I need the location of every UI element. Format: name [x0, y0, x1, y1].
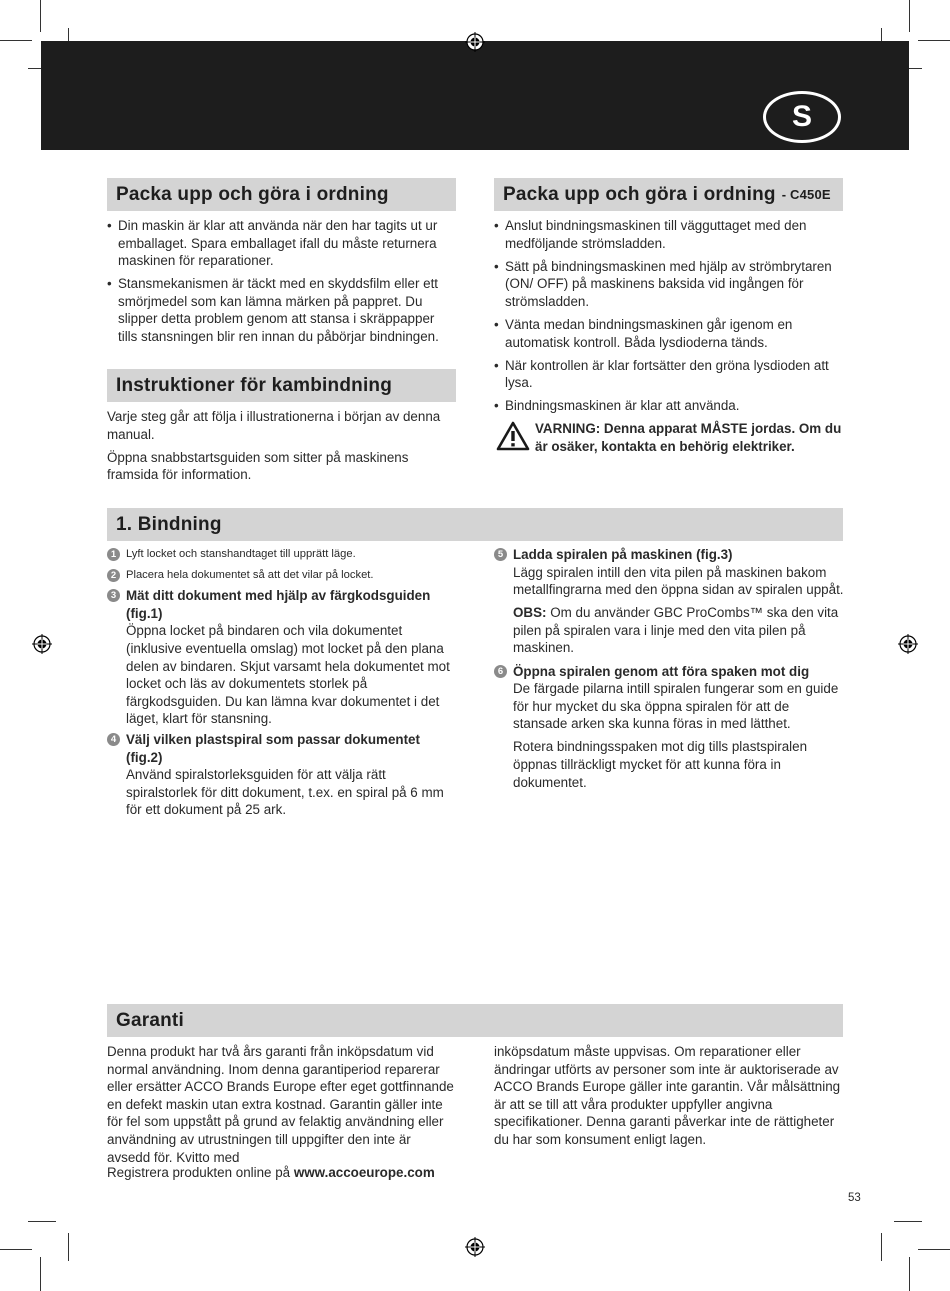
binding-steps-right — [494, 546, 844, 797]
unpack-content — [107, 217, 452, 351]
step-body: Öppna locket på bindaren och vila dokumentet (inklusive eventuella omslag) mot locket på den plana delen av bindaren. Skjut varsamt hela dokumentet mot locket och läs av dokumentets storlek på färgkodsguiden. Du kan lämna kvar dokumentet i det läget, klart för stansning. — [126, 623, 450, 727]
crop-mark — [881, 1233, 882, 1261]
list-item: • Bindningsmaskinen är klar att använda. — [494, 397, 842, 415]
step-3 — [107, 587, 457, 728]
crop-mark — [918, 40, 950, 41]
step-body: Använd spiralstorleksguiden för att välja rätt spiralstorlek för ditt dokument, t.ex. en spiral på 6 mm för ett dokument på 25 ark. — [126, 767, 444, 818]
paragraph: Varje steg går att följa i illustrationerna i början av denna manual. — [107, 409, 441, 442]
instructions-title: Instruktioner för kambindning — [116, 374, 393, 396]
registration-mark-icon — [465, 1237, 485, 1257]
crop-mark — [68, 1233, 69, 1261]
step-1 — [107, 546, 457, 564]
step-number-badge: 4 — [107, 733, 120, 746]
registration-mark-icon — [898, 634, 918, 654]
list-item: • När kontrollen är klar fortsätter den gröna lysdioden att lysa. — [494, 357, 842, 392]
step-text: Placera hela dokumentet så att det vilar på locket. — [126, 568, 374, 581]
warranty-right — [494, 1043, 844, 1154]
registration-mark-icon — [465, 32, 485, 52]
crop-mark — [28, 1221, 56, 1222]
step-5 — [494, 546, 844, 657]
note-text: Om du använder GBC ProCombs™ ska den vita pilen på spiralen vara i linje med den vita pilen på maskinen. — [513, 605, 839, 656]
instructions-content — [107, 408, 452, 489]
page-number: 53 — [848, 1192, 861, 1204]
warranty-text-right: inköpsdatum måste uppvisas. Om reparationer eller ändringar utförts av personer som inte är auktoriserade av ACCO Brands Europe gäller inte garantin. Vår målsättning är att se till att våra produkter uppfyller angivna specifikationer. Denna garanti påverkar inte de rättigheter du har som konsument enligt lagen. — [494, 1044, 841, 1147]
warranty-left — [107, 1043, 454, 1172]
unpack-heading — [107, 178, 456, 211]
warning-triangle-icon — [496, 421, 530, 451]
warning-block — [494, 420, 842, 455]
step-number-badge: 2 — [107, 569, 120, 582]
note-label: OBS: — [513, 605, 547, 621]
crop-mark — [894, 1221, 922, 1222]
binding-steps-left — [107, 546, 457, 822]
crop-mark — [909, 0, 910, 32]
warranty-title: Garanti — [116, 1009, 184, 1031]
step-6 — [494, 663, 844, 792]
step-title: Ladda spiralen på maskinen (fig.3) — [513, 547, 733, 562]
unpack-bullet-list — [107, 217, 452, 346]
step-title: Mät ditt dokument med hjälp av färgkodsguiden (fig.1) — [126, 588, 431, 621]
step-number-badge: 3 — [107, 589, 120, 602]
header-band — [41, 41, 909, 150]
step-number-badge: 6 — [494, 665, 507, 678]
crop-mark — [0, 1249, 32, 1250]
crop-mark — [0, 40, 32, 41]
unpack-c450e-heading — [494, 178, 843, 211]
crop-mark — [40, 1257, 41, 1291]
step-note — [513, 604, 844, 657]
step-title: Välj vilken plastspiral som passar dokumentet (fig.2) — [126, 731, 420, 765]
registration-mark-icon — [32, 634, 52, 654]
list-item: • Stansmekanismen är täckt med en skyddsfilm eller ett smörjmedel som kan lämna märken på pappret. Du slipper detta problem genom att stansa i skräppapper tills stansningen blir ren innan du påbörjar bindningen. — [107, 275, 452, 345]
step-text: Lyft locket och stanshandtaget till upprätt läge. — [126, 548, 356, 560]
list-item: • Din maskin är klar att använda när den har tagits ut ur emballaget. Spara emballaget ifall du måste returnera maskinen för reparationer. — [107, 217, 452, 270]
step-number-badge: 5 — [494, 548, 507, 561]
register-line — [107, 1164, 607, 1182]
warranty-text-left: Denna produkt har två års garanti från inköpsdatum vid normal användning. Inom denna garantiperiod reparerar eller ersätter ACCO Brands Europe efter eget gottfinnande en defekt maskin utan extra kostnad. Garantin gäller inte för fel som uppstått på grund av felaktig användning eller användning av utrustningen till uppgifter den inte är avsedd för. Kvitto med — [107, 1044, 454, 1165]
step-title: Öppna spiralen genom att föra spaken mot dig — [513, 663, 810, 679]
unpack-c450e-bullet-list — [494, 217, 842, 415]
instructions-heading — [107, 369, 456, 402]
unpack-c450e-content — [494, 217, 842, 456]
crop-mark — [909, 1257, 910, 1291]
step-extra: Rotera bindningsspaken mot dig tills plastspiralen öppnas tillräckligt mycket för att kunna föra in dokumentet. — [513, 739, 808, 790]
model-suffix: - C450E — [781, 187, 831, 202]
list-item: • Sätt på bindningsmaskinen med hjälp av strömbrytaren (ON/ OFF) på maskinens baksida vid ingången för strömsladden. — [494, 258, 842, 311]
step-body: Lägg spiralen intill den vita pilen på maskinen bakom metallfingrarna med den öppna sidan av spiralen uppåt. — [513, 564, 844, 598]
crop-mark — [918, 1249, 950, 1250]
step-number-badge: 1 — [107, 548, 120, 561]
register-link[interactable]: www.accoeurope.com — [293, 1165, 435, 1180]
list-item: • Anslut bindningsmaskinen till vägguttaget med den medföljande strömsladden. — [494, 217, 842, 252]
step-body: De färgade pilarna intill spiralen fungerar som en guide för hur mycket du ska öppna spiralen för att de stansade arken ska kunna föras in med lätthet. — [513, 681, 839, 732]
warning-text: VARNING: Denna apparat MÅSTE jordas. Om du är osäker, kontakta en behörig elektriker. — [535, 421, 842, 455]
list-item: • Vänta medan bindningsmaskinen går igenom en automatisk kontroll. Båda lysdioderna tänds. — [494, 316, 842, 351]
crop-mark — [40, 0, 41, 32]
warranty-heading — [107, 1004, 843, 1037]
binding-title: 1. Bindning — [116, 513, 222, 535]
paragraph: Öppna snabbstartsguiden som sitter på maskinens framsida för information. — [107, 449, 409, 483]
step-2 — [107, 567, 457, 585]
unpack-title: Packa upp och göra i ordning — [116, 183, 389, 205]
step-4 — [107, 731, 457, 819]
register-text: Registrera produkten online på — [107, 1165, 294, 1180]
binding-heading — [107, 508, 843, 541]
language-badge: S — [763, 91, 841, 143]
unpack-c450e-title: Packa upp och göra i ordning — [503, 183, 776, 205]
